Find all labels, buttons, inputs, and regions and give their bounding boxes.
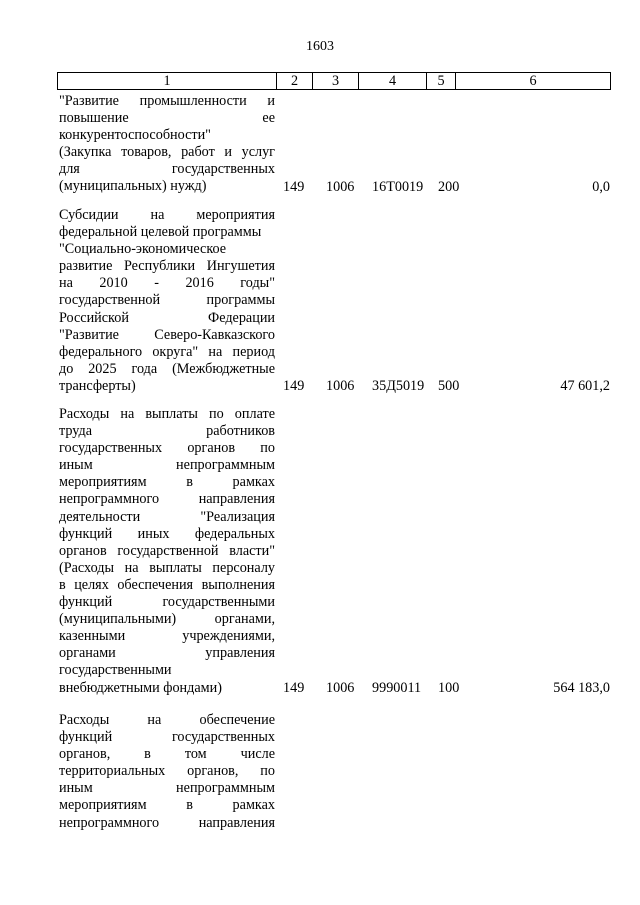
description-line: федеральной целевой программы	[59, 224, 262, 241]
cell-col3: 1006	[326, 680, 355, 696]
description-line: органов государственной власти"	[59, 542, 275, 559]
column-header-5: 5	[427, 73, 456, 90]
description-line: территориальных органов, по	[59, 763, 275, 780]
column-header-3: 3	[313, 73, 359, 90]
column-header-6: 6	[456, 73, 611, 90]
description-line: развитие Республики Ингушетия	[59, 258, 275, 275]
description-line: трансферты)	[59, 377, 136, 394]
description-line: федерального округа" на период	[59, 343, 275, 360]
description-line: на 2010 - 2016 годы"	[59, 275, 275, 292]
row-description	[59, 207, 275, 395]
description-line: иным непрограммным	[59, 780, 275, 797]
description-line: (Закупка товаров, работ и услуг	[59, 144, 275, 161]
cell-col5: 100	[438, 680, 460, 696]
column-header-table	[57, 72, 611, 90]
description-line: в целях обеспечения выполнения	[59, 576, 275, 593]
description-line: мероприятиям в рамках	[59, 474, 275, 491]
description-line: Субсидии на мероприятия	[59, 207, 275, 223]
description-line: до 2025 года (Межбюджетные	[59, 360, 275, 377]
description-line: государственных органов по	[59, 440, 275, 457]
cell-col4: 16Т0019	[372, 178, 424, 195]
description-line: "Развитие Северо-Кавказского	[59, 326, 275, 343]
description-line: "Социально-экономическое	[59, 241, 227, 258]
description-line: непрограммного направления	[59, 491, 275, 508]
description-line: внебюджетными фондами)	[59, 679, 222, 696]
cell-col5: 500	[438, 378, 460, 394]
column-header-row	[58, 73, 611, 90]
description-line: (муниципальными) органами,	[59, 611, 275, 628]
description-line: Расходы на выплаты по оплате	[59, 406, 275, 422]
cell-col3: 1006	[326, 178, 355, 195]
cell-col6: 47 601,2	[560, 378, 610, 394]
row-description	[59, 712, 275, 832]
cell-col5: 200	[438, 178, 460, 195]
cell-col6: 0,0	[592, 178, 610, 195]
column-header-1: 1	[58, 73, 277, 90]
description-line: органами управления	[59, 645, 275, 662]
cell-col4: 35Д5019	[372, 378, 425, 394]
description-line: для государственных	[59, 161, 275, 178]
description-line: повышение ее	[59, 110, 275, 127]
description-line: Российской Федерации	[59, 309, 275, 326]
description-line: государственными	[59, 662, 172, 679]
description-line: Расходы на обеспечение	[59, 712, 275, 728]
row-description	[59, 93, 275, 196]
cell-col4: 9990011	[372, 680, 422, 696]
description-line: деятельности "Реализация	[59, 508, 275, 525]
description-line: непрограммного направления	[59, 814, 275, 831]
description-line: казенными учреждениями,	[59, 628, 275, 645]
description-line: (муниципальных) нужд)	[59, 178, 207, 195]
description-line: труда работников	[59, 423, 275, 440]
description-line: функций государственными	[59, 594, 275, 611]
cell-col2: 149	[283, 178, 305, 195]
description-line: мероприятиям в рамках	[59, 797, 275, 814]
page-number: 1603	[306, 39, 334, 54]
description-line: (Расходы на выплаты персоналу	[59, 559, 275, 576]
description-line: органов, в том числе	[59, 746, 275, 763]
cell-col6: 564 183,0	[553, 680, 610, 696]
description-line: функций государственных	[59, 729, 275, 746]
row-description	[59, 406, 275, 697]
cell-col2: 149	[283, 378, 305, 394]
description-line: иным непрограммным	[59, 457, 275, 474]
description-line: государственной программы	[59, 292, 275, 309]
column-header-4: 4	[359, 73, 427, 90]
cell-col3: 1006	[326, 378, 355, 394]
description-line: конкурентоспособности"	[59, 127, 211, 144]
cell-col2: 149	[283, 680, 305, 696]
description-line: функций иных федеральных	[59, 525, 275, 542]
column-header-2: 2	[277, 73, 313, 90]
description-line: "Развитие промышленности и	[59, 93, 275, 109]
